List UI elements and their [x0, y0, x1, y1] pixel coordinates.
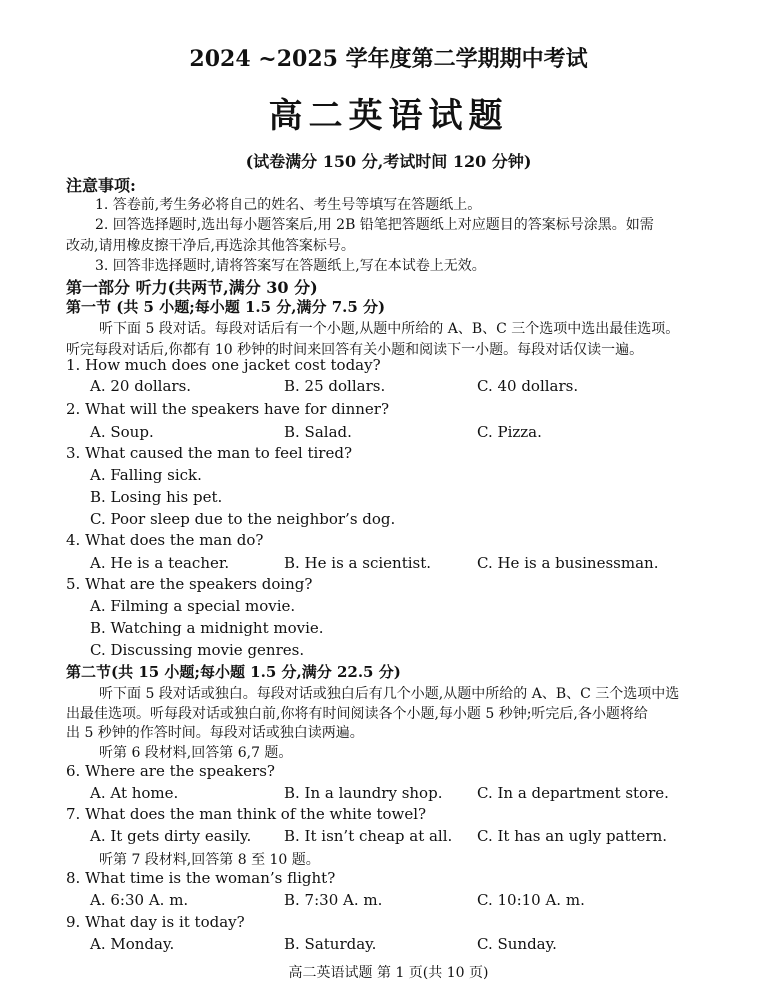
- note-2a: 2. 回答选择题时,选出每小题答案后,用 2B 铅笔把答题纸上对应题目的答案标号涂黑。如需: [95, 217, 654, 233]
- question-1-option-b: B. 25 dollars.: [284, 377, 386, 395]
- question-8-stem: 8. What time is the woman’s flight?: [66, 869, 336, 887]
- question-6-option-b: B. In a laundry shop.: [284, 784, 443, 802]
- question-4-stem: 4. What does the man do?: [66, 531, 264, 549]
- question-2-option-a: A. Soup.: [90, 423, 154, 441]
- notes-heading: 注意事项:: [66, 176, 136, 195]
- question-4-option-b: B. He is a scientist.: [284, 554, 432, 572]
- question-7-option-a: A. It gets dirty easily.: [90, 827, 252, 845]
- section1-heading: 第一节 (共 5 小题;每小题 1.5 分,满分 7.5 分): [66, 298, 386, 316]
- section2-instr-1: 听下面 5 段对话或独白。每段对话或独白后有几个小题,从题中所给的 A、B、C 三个选项中选: [99, 686, 680, 702]
- question-9-option-c: C. Sunday.: [477, 935, 557, 953]
- question-3-option-a: A. Falling sick.: [90, 466, 202, 484]
- section2-instr-2: 出最佳选项。听每段对话或独白前,你将有时间阅读各个小题,每小题 5 秒钟;听完后,各小题将给: [66, 706, 648, 722]
- question-9-stem: 9. What day is it today?: [66, 913, 245, 931]
- question-5-option-c: C. Discussing movie genres.: [90, 641, 305, 659]
- question-3-stem: 3. What caused the man to feel tired?: [66, 444, 352, 462]
- question-6-stem: 6. Where are the speakers?: [66, 762, 275, 780]
- section2-heading: 第二节(共 15 小题;每小题 1.5 分,满分 22.5 分): [66, 663, 401, 681]
- question-9-option-b: B. Saturday.: [284, 935, 377, 953]
- note-3: 3. 回答非选择题时,请将答案写在答题纸上,写在本试卷上无效。: [95, 258, 486, 274]
- question-7-option-c: C. It has an ugly pattern.: [477, 827, 668, 845]
- question-2-stem: 2. What will the speakers have for dinner?: [66, 400, 390, 418]
- question-3-option-c: C. Poor sleep due to the neighbor’s dog.: [90, 510, 396, 528]
- question-9-option-a: A. Monday.: [90, 935, 175, 953]
- question-1-option-a: A. 20 dollars.: [90, 377, 192, 395]
- question-1-option-c: C. 40 dollars.: [477, 377, 579, 395]
- question-5-option-b: B. Watching a midnight movie.: [90, 619, 324, 637]
- subject-title: 高二英语试题: [268, 96, 509, 136]
- question-2-option-c: C. Pizza.: [477, 423, 542, 441]
- question-5-option-a: A. Filming a special movie.: [90, 597, 296, 615]
- question-8-option-b: B. 7:30 A. m.: [284, 891, 383, 909]
- question-7-stem: 7. What does the man think of the white towel?: [66, 805, 427, 823]
- question-6-option-a: A. At home.: [90, 784, 179, 802]
- section1-instr-2: 听完每段对话后,你都有 10 秒钟的时间来回答有关小题和阅读下一小题。每段对话仅读一遍。: [66, 342, 644, 358]
- section1-instr-1: 听下面 5 段对话。每段对话后有一个小题,从题中所给的 A、B、C 三个选项中选出最佳选项。: [99, 321, 680, 337]
- question-6-option-c: C. In a department store.: [477, 784, 669, 802]
- exam-title: 2024 ~2025 学年度第二学期期中考试: [189, 46, 588, 72]
- exam-subtitle: (试卷满分 150 分,考试时间 120 分钟): [245, 152, 532, 171]
- question-1-stem: 1. How much does one jacket cost today?: [66, 356, 381, 374]
- question-4-option-a: A. He is a teacher.: [90, 554, 230, 572]
- note-2b: 改动,请用橡皮擦干净后,再选涂其他答案标号。: [66, 238, 355, 254]
- question-3-option-b: B. Losing his pet.: [90, 488, 223, 506]
- note-1: 1. 答卷前,考生务必将自己的姓名、考生号等填写在答题纸上。: [95, 197, 482, 213]
- question-4-option-c: C. He is a businessman.: [477, 554, 659, 572]
- material-7-instruction: 听第 7 段材料,回答第 8 至 10 题。: [99, 852, 320, 868]
- question-8-option-c: C. 10:10 A. m.: [477, 891, 585, 909]
- page-footer: 高二英语试题 第 1 页(共 10 页): [288, 965, 489, 981]
- question-5-stem: 5. What are the speakers doing?: [66, 575, 313, 593]
- question-2-option-b: B. Salad.: [284, 423, 352, 441]
- question-8-option-a: A. 6:30 A. m.: [90, 891, 189, 909]
- section2-instr-3: 出 5 秒钟的作答时间。每段对话或独白读两遍。: [66, 725, 364, 741]
- material-6-instruction: 听第 6 段材料,回答第 6,7 题。: [99, 745, 293, 761]
- part1-heading: 第一部分 听力(共两节,满分 30 分): [66, 278, 318, 297]
- question-7-option-b: B. It isn’t cheap at all.: [284, 827, 453, 845]
